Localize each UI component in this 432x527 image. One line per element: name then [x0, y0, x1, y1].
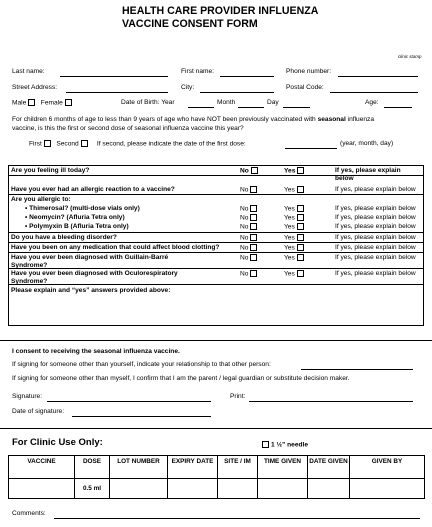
question-text: Are you allergic to:	[11, 196, 71, 203]
yes-label: Yes	[284, 270, 295, 278]
age-label: Age:	[365, 99, 379, 106]
yes-checkbox[interactable]	[297, 270, 304, 277]
age-line[interactable]	[384, 100, 412, 108]
question-row	[9, 269, 423, 285]
no-label: No	[240, 167, 249, 175]
consent-statement: I consent to receiving the seasonal influenza vaccine.	[12, 348, 180, 355]
yes-label: Yes	[284, 186, 295, 194]
explain-note: If yes, please explain below	[335, 244, 416, 251]
site-cell[interactable]	[218, 479, 258, 499]
print-label: Print:	[230, 393, 246, 400]
first-dose-date-label: If second, please indicate the date of the first dose:	[96, 140, 246, 148]
explain-note: If yes, please explain below	[335, 214, 416, 221]
col-lot-number: LOT NUMBER	[110, 456, 168, 479]
children-note-text-a: For children 6 months of age to less than 9 years of age who have NOT been previously vaccinated with	[12, 116, 318, 123]
no-checkbox[interactable]	[250, 205, 257, 212]
yes-checkbox[interactable]	[297, 186, 304, 193]
no-checkbox[interactable]	[250, 223, 257, 230]
yes-checkbox[interactable]	[297, 167, 304, 174]
section-divider	[0, 428, 432, 429]
male-label: Male	[12, 99, 27, 107]
screening-questions-table	[8, 165, 424, 326]
comments-label: Comments:	[12, 510, 46, 517]
question-row	[9, 253, 423, 269]
no-label: No	[240, 205, 249, 213]
dose-row	[29, 140, 246, 147]
yes-checkbox[interactable]	[297, 223, 304, 230]
time-cell[interactable]	[258, 479, 308, 499]
date-format-note: (year, month, day)	[340, 140, 394, 147]
given-by-cell[interactable]	[350, 479, 425, 499]
question-row: Are you allergic to: • Thimerosal? (multi-dose vials only) No Yes If yes, please explain below • Neomycin? (Afluria Tetra only) No Yes If yes, please explain below • Polymyxin B (Afluria Tetra only) No Yes If yes, please explain below	[9, 195, 423, 233]
explain-note: If yes, please explain below	[335, 167, 401, 182]
dob-year-line[interactable]	[188, 100, 214, 108]
no-checkbox[interactable]	[251, 167, 258, 174]
yes-label: Yes	[284, 244, 295, 252]
dob-month-label: Month	[217, 99, 236, 106]
yes-checkbox[interactable]	[297, 254, 304, 261]
explanation-label: Please explain and “yes” answers provided above:	[11, 287, 171, 294]
question-text: Are you feeling ill today?	[11, 167, 90, 174]
male-checkbox[interactable]	[28, 99, 35, 106]
explain-note: If yes, please explain below	[335, 186, 416, 193]
question-text-cont: Syndrome?	[11, 277, 48, 285]
explain-note: If yes, please explain below	[335, 205, 416, 212]
yes-label: Yes	[284, 223, 295, 231]
guardian-confirmation: If signing for someone other than myself, I confirm that I am the parent / legal guardian or substitute decision maker.	[12, 375, 350, 382]
table-row	[9, 479, 425, 499]
yes-checkbox[interactable]	[297, 244, 304, 251]
needle-option	[262, 441, 308, 448]
question-row	[9, 184, 423, 195]
female-label: Female	[40, 99, 63, 107]
first-dose-checkbox[interactable]	[44, 140, 51, 147]
no-label: No	[240, 214, 249, 222]
last-name-label: Last name:	[12, 68, 45, 75]
yes-label: Yes	[284, 254, 295, 262]
col-vaccine: VACCINE	[9, 456, 75, 479]
clinic-stamp-label: clinic stamp	[398, 54, 422, 59]
question-text: Have you ever had an allergic reaction to a vaccine?	[11, 186, 175, 193]
signature-label: Signature:	[12, 393, 43, 400]
children-note-line2: vaccine, is this the first or second dose of seasonal influenza vaccine this year?	[12, 125, 244, 132]
no-label: No	[240, 270, 249, 278]
dob-month-line[interactable]	[238, 100, 264, 108]
date-of-signature-label: Date of signature:	[12, 408, 65, 415]
yes-label: Yes	[284, 167, 296, 175]
no-checkbox[interactable]	[250, 244, 257, 251]
second-dose-checkbox[interactable]	[81, 140, 88, 147]
print-line[interactable]	[249, 394, 413, 402]
phone-label: Phone number:	[286, 68, 332, 75]
yes-label: Yes	[284, 214, 295, 222]
question-text-cont: Syndrome?	[11, 261, 48, 269]
postal-line[interactable]	[330, 85, 418, 93]
female-checkbox[interactable]	[65, 99, 72, 106]
no-label: No	[240, 244, 249, 252]
yes-label: Yes	[284, 234, 295, 242]
col-site: SITE / IM	[218, 456, 258, 479]
clinic-heading: For Clinic Use Only:	[12, 437, 103, 448]
signature-line[interactable]	[47, 394, 211, 402]
col-given-by: GIVEN BY	[350, 456, 425, 479]
city-line[interactable]	[200, 85, 274, 93]
dob-label: Date of Birth: Year	[121, 99, 175, 106]
relationship-line[interactable]	[301, 362, 413, 370]
no-checkbox[interactable]	[250, 186, 257, 193]
yes-checkbox[interactable]	[297, 234, 304, 241]
needle-label: 1 ½” needle	[271, 441, 309, 449]
yes-label: Yes	[284, 205, 295, 213]
col-date-given: DATE GIVEN	[308, 456, 350, 479]
children-note-seasonal: seasonal	[317, 116, 346, 123]
first-dose-date-line[interactable]	[285, 141, 337, 149]
yes-checkbox[interactable]	[297, 214, 304, 221]
no-checkbox[interactable]	[250, 270, 257, 277]
first-name-line[interactable]	[220, 69, 274, 77]
question-row	[9, 243, 423, 253]
allergy-neomycin: Neomycin? (Afluria Tetra only)	[29, 214, 125, 221]
dose-cell: 0.5 ml	[75, 479, 110, 499]
first-dose-label: First	[29, 140, 42, 148]
col-dose: DOSE	[75, 456, 110, 479]
explain-note: If yes, please explain below	[335, 254, 416, 261]
postal-label: Postal Code:	[286, 84, 324, 91]
explain-note: If yes, please explain below	[335, 270, 416, 277]
last-name-line[interactable]	[60, 69, 168, 77]
allergy-thimerosal: Thimerosal? (multi-dose vials only)	[29, 205, 140, 212]
dob-day-line[interactable]	[283, 100, 310, 108]
needle-checkbox[interactable]	[262, 441, 269, 448]
children-note-text-c: influenza	[345, 116, 375, 123]
street-label: Street Address:	[12, 84, 58, 91]
lot-cell[interactable]	[110, 479, 168, 499]
question-text: Do you have a bleeding disorder?	[11, 234, 117, 241]
second-dose-label: Second	[56, 140, 79, 148]
last-name-field[interactable]	[12, 68, 45, 75]
dob-day-label: Day	[267, 99, 279, 106]
question-text: Have you been on any medication that could affect blood clotting?	[11, 244, 220, 251]
no-label: No	[240, 186, 249, 194]
form-title-line2: VACCINE CONSENT FORM	[122, 18, 258, 30]
date-cell[interactable]	[308, 479, 350, 499]
phone-line[interactable]	[338, 69, 418, 77]
question-row	[9, 233, 423, 243]
yes-checkbox[interactable]	[297, 205, 304, 212]
no-checkbox[interactable]	[250, 214, 257, 221]
question-text: Have you ever been diagnosed with Guillain-Barré	[11, 254, 169, 261]
col-expiry-date: EXPIRY DATE	[168, 456, 218, 479]
question-row	[9, 166, 423, 182]
explanation-area[interactable]	[9, 285, 423, 324]
clinic-table	[8, 455, 425, 499]
expiry-cell[interactable]	[168, 479, 218, 499]
form-title-line1: HEALTH CARE PROVIDER INFLUENZA	[122, 5, 319, 17]
explain-note: If yes, please explain below	[335, 223, 416, 230]
no-checkbox[interactable]	[250, 234, 257, 241]
no-checkbox[interactable]	[250, 254, 257, 261]
explain-note: If yes, please explain below	[335, 234, 416, 241]
first-name-label: First name:	[181, 68, 214, 75]
date-of-signature-line[interactable]	[72, 409, 211, 417]
vaccine-cell[interactable]	[9, 479, 75, 499]
city-label: City:	[181, 84, 195, 91]
no-label: No	[240, 223, 249, 231]
sex-row	[12, 99, 72, 106]
street-line[interactable]	[66, 85, 168, 93]
col-time-given: TIME GIVEN	[258, 456, 308, 479]
allergy-polymyxin: Polymyxin B (Afluria Tetra only)	[29, 223, 129, 230]
question-text: Have you ever been diagnosed with Oculorespiratory	[11, 270, 178, 277]
comments-line[interactable]	[54, 511, 420, 519]
no-label: No	[240, 254, 249, 262]
clinic-header-row	[9, 456, 425, 479]
children-note	[12, 115, 374, 133]
section-divider	[0, 340, 432, 341]
no-label: No	[240, 234, 249, 242]
relationship-label: If signing for someone other than yourself, indicate your relationship to that other person:	[12, 361, 271, 368]
